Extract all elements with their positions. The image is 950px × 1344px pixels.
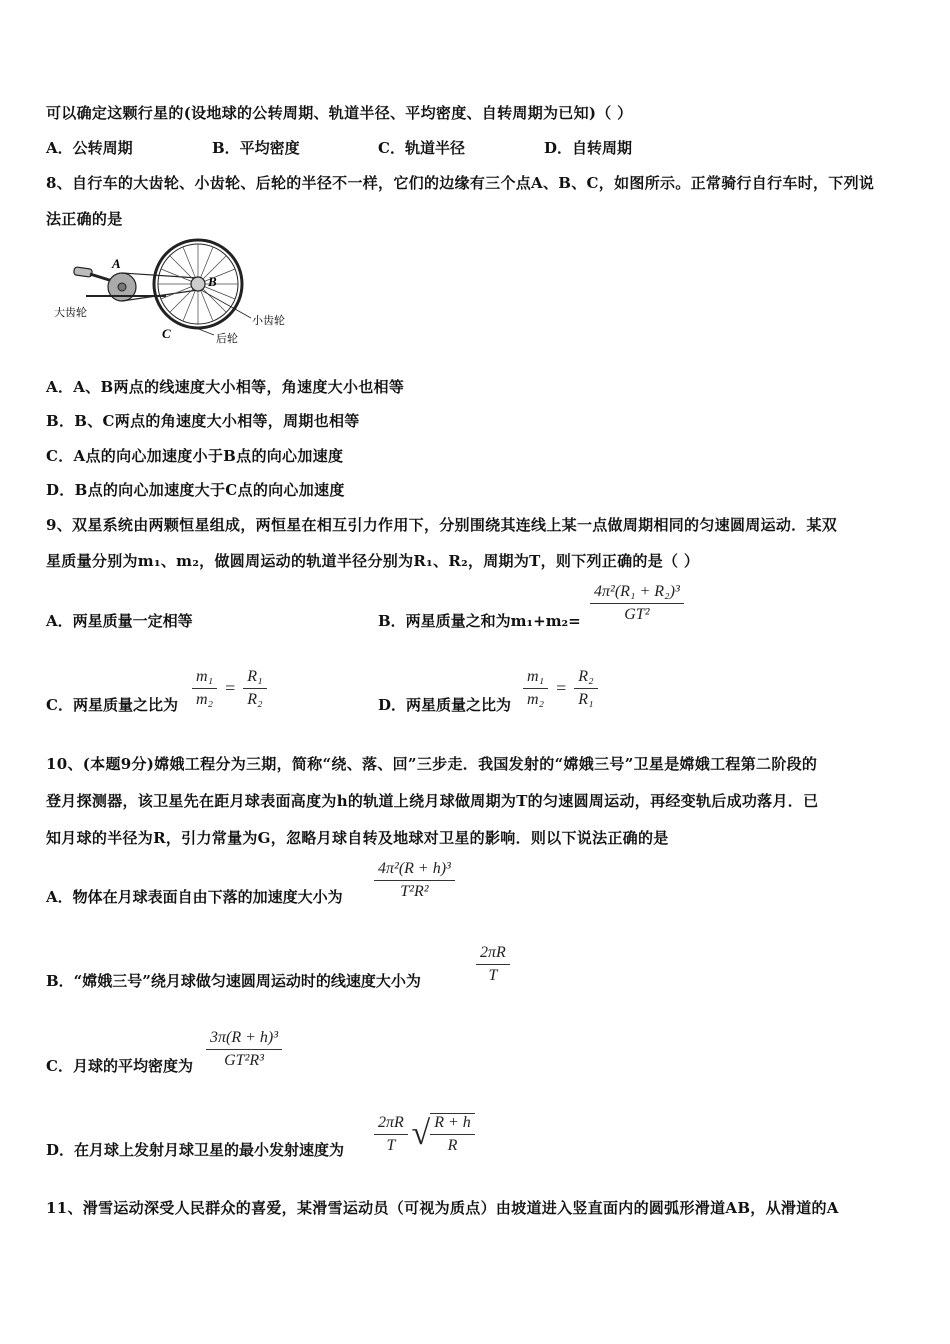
q10-option-d-formula [374,1113,475,1155]
q9-stem-line-2: 星质量分别为m₁、m₂，做圆周运动的轨道半径分别为R₁、R₂，周期为T，则下列正确的是（ ） [46,552,700,570]
q8-option-a: A．A、B两点的线速度大小相等，角速度大小也相等 [46,378,405,396]
q10-option-a: A．物体在月球表面自由下落的加速度大小为 [46,888,343,906]
q7-option-c: C．轨道半径 [378,139,465,157]
q9-option-b: B．两星质量之和为m₁+m₂= [378,612,581,630]
fraction-numerator: 2πR [476,944,510,965]
q10-option-b-formula [476,944,510,985]
fraction-denominator: T [386,1136,396,1154]
fraction-numerator: 4π²(R + h)³ [374,860,455,881]
q9-option-a: A．两星质量一定相等 [46,612,193,630]
q10-option-a-formula [374,860,455,901]
q9-option-b-formula [590,583,684,624]
fraction-denominator: R₂ [247,691,263,708]
label-b: B [208,274,217,289]
label-small-gear: 小齿轮 [252,314,285,327]
q8-stem-line-2: 法正确的是 [46,210,123,228]
fraction-numerator: 2πR [374,1114,408,1135]
fraction-numerator: R₂ [574,668,597,689]
label-c: C [162,326,171,341]
q10-stem-line-1: 10、(本题9分)嫦娥工程分为三期，简称“绕、落、回”三步走．我国发射的“嫦娥三号”卫星是嫦娥工程第二阶段的 [46,755,818,773]
equals-sign: = [225,678,236,698]
intro-line: 可以确定这颗行星的(设地球的公转周期、轨道半径、平均密度、自转周期为已知)（ ） [46,104,633,122]
q10-option-c: C．月球的平均密度为 [46,1057,193,1075]
q8-option-c: C．A点的向心加速度小于B点的向心加速度 [46,447,344,465]
q7-option-a: A．公转周期 [46,139,133,157]
q10-stem-line-3: 知月球的半径为R，引力常量为G，忽略月球自转及地球对卫星的影响．则以下说法正确的是 [46,829,669,847]
q9-option-c: C．两星质量之比为 [46,696,178,714]
q9-option-c-formula [192,668,267,709]
label-a: A [112,256,121,271]
fraction-numerator: R₁ [243,668,266,689]
fraction-denominator: GT²R³ [224,1052,264,1069]
fraction-denominator: T [488,967,498,984]
q9-stem-line-1: 9、双星系统由两颗恒星组成，两恒星在相互引力作用下，分别围绕其连线上某一点做周期相同的匀速圆周运动．某双 [46,516,838,534]
radical-sign: √ [411,1115,431,1152]
q11-stem-line-1: 11、滑雪运动深受人民群众的喜爱，某滑雪运动员（可视为质点）由坡道进入竖直面内的圆弧形滑道AB，从滑道的A [46,1199,839,1217]
q9-option-d: D．两星质量之比为 [378,696,512,714]
q10-option-b: B．“嫦娥三号”绕月球做匀速圆周运动时的线速度大小为 [46,972,421,990]
small-gear [191,277,205,291]
label-rear-wheel: 后轮 [216,332,238,345]
q9-option-d-formula [523,668,598,709]
fraction-numerator: 4π²(R₁ + R₂)³ [590,583,684,604]
fraction-denominator: m₂ [527,691,545,708]
fraction-numerator: R + h [430,1114,475,1135]
label-big-gear: 大齿轮 [54,306,87,319]
q7-option-b: B．平均密度 [212,139,300,157]
fraction-numerator: 3π(R + h)³ [206,1029,282,1050]
fraction-denominator: R₁ [578,691,594,708]
bicycle-gear-figure [46,238,306,348]
fraction-numerator: m₁ [192,668,217,689]
square-root [412,1113,475,1155]
fraction-denominator: m₂ [196,691,214,708]
chain-upper [122,273,198,278]
q10-option-c-formula [206,1029,282,1070]
fraction-numerator: m₁ [523,668,548,689]
q10-stem-line-2: 登月探测器，该卫星先在距月球表面高度为h的轨道上绕月球做周期为T的匀速圆周运动，再经变轨后成功落月．已 [46,792,819,810]
fraction-denominator: R [447,1137,458,1154]
q10-option-d: D．在月球上发射月球卫星的最小发射速度为 [46,1141,345,1159]
q8-stem-line-1: 8、自行车的大齿轮、小齿轮、后轮的半径不一样，它们的边缘有三个点A、B、C，如图所示。正常骑行自行车时，下列说 [46,174,875,192]
q7-option-d: D．自转周期 [544,139,633,157]
q8-option-b: B．B、C两点的角速度大小相等，周期也相等 [46,412,360,430]
fraction-denominator: T²R² [400,883,429,900]
fraction-denominator: GT² [624,606,650,623]
equals-sign: = [556,678,567,698]
rear-wheel [154,240,242,328]
q8-option-d: D．B点的向心加速度大于C点的向心加速度 [46,481,345,499]
